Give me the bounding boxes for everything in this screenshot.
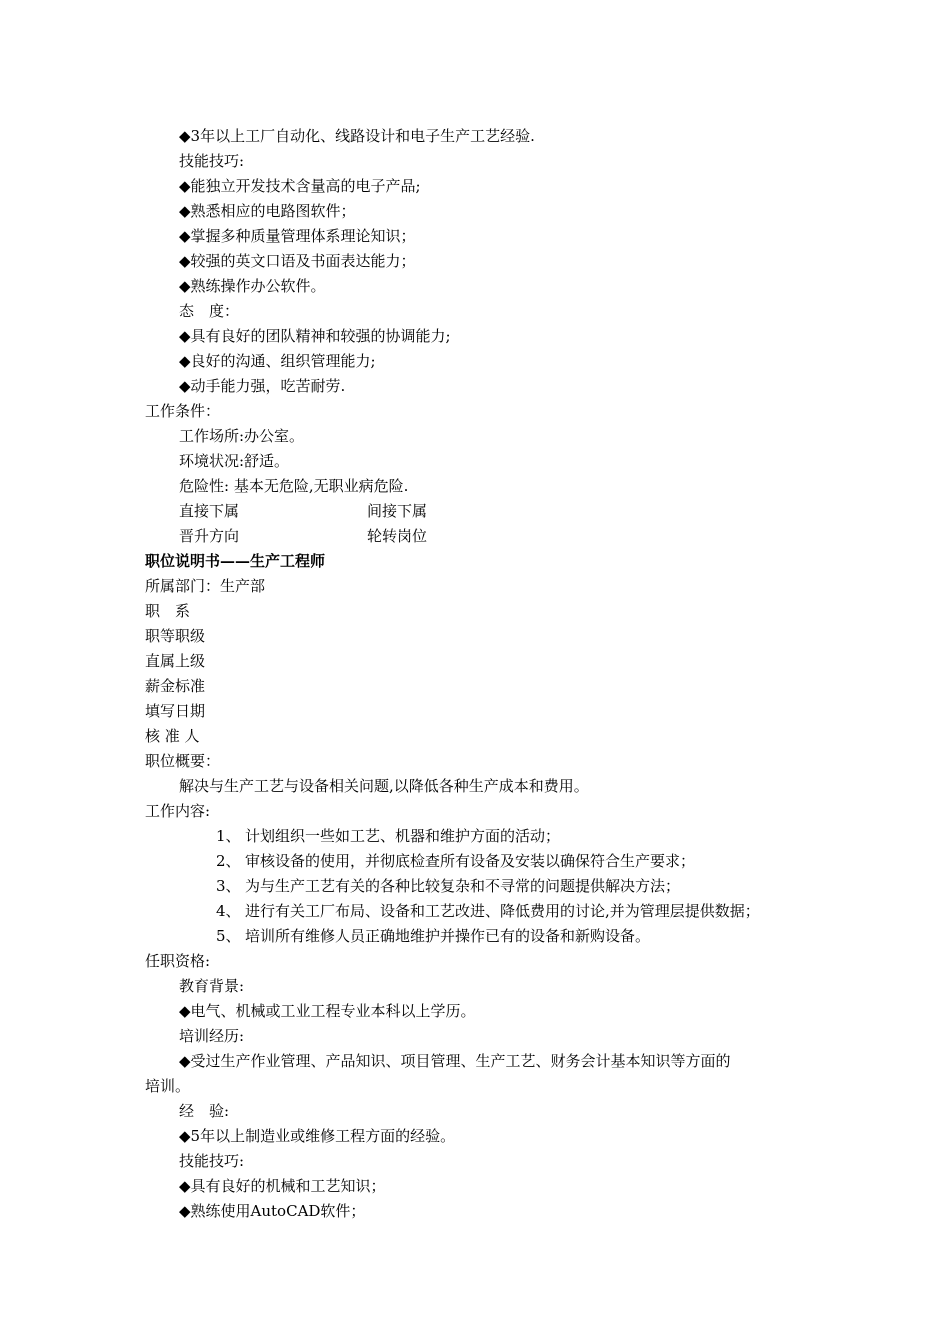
direct-supervisor-label: 直属上级 — [145, 652, 206, 670]
job-summary-text: 解决与生产工艺与设备相关问题,以降低各种生产成本和费用。 — [179, 777, 589, 795]
skill-item-office-software: ◆熟练操作办公软件。 — [179, 277, 326, 295]
attitude-item-communication: ◆良好的沟通、组织管理能力; — [179, 352, 376, 370]
experience-item-automation: ◆3年以上工厂自动化、线路设计和电子生产工艺经验. — [179, 127, 535, 145]
work-item-3-text: 为与生产工艺有关的各种比较复杂和不寻常的问题提供解决方法； — [245, 877, 681, 895]
skill-item-product-dev: ◆能独立开发技术含量高的电子产品; — [179, 177, 421, 195]
work-item-1 — [216, 826, 560, 846]
work-item-3 — [216, 876, 680, 896]
subordinates-row — [179, 501, 428, 521]
direct-subordinates-label: 直接下属 — [179, 502, 240, 520]
work-item-4 — [216, 901, 760, 921]
skills-heading: 技能技巧: — [179, 152, 245, 170]
training-item-continued: 培训。 — [145, 1077, 191, 1095]
work-item-4-number: 4、 — [216, 902, 241, 920]
promotion-label: 晋升方向 — [179, 527, 240, 545]
education-item: ◆电气、机械或工业工程专业本科以上学历。 — [179, 1002, 476, 1020]
skill-item-mechanical: ◆具有良好的机械和工艺知识； — [179, 1177, 386, 1195]
rotation-label: 轮转岗位 — [367, 527, 428, 545]
fill-date-label: 填写日期 — [145, 702, 206, 720]
work-item-4-text: 进行有关工厂布局、设备和工艺改进、降低费用的讨论,并为管理层提供数据； — [245, 902, 760, 920]
approver-label: 核 准 人 — [145, 727, 200, 745]
work-item-2-number: 2、 — [216, 852, 241, 870]
skills-heading-2: 技能技巧: — [179, 1152, 245, 1170]
job-summary-heading: 职位概要： — [145, 752, 221, 770]
work-item-1-number: 1、 — [216, 827, 241, 845]
work-conditions-heading: 工作条件： — [145, 402, 221, 420]
environment-text: 环境状况:舒适。 — [179, 452, 290, 470]
department-text: 所属部门：生产部 — [145, 577, 266, 595]
work-item-1-text: 计划组织一些如工艺、机器和维护方面的活动； — [245, 827, 561, 845]
indirect-subordinates-label: 间接下属 — [367, 502, 428, 520]
skill-item-quality-systems: ◆掌握多种质量管理体系理论知识； — [179, 227, 416, 245]
attitude-item-teamwork: ◆具有良好的团队精神和较强的协调能力; — [179, 327, 451, 345]
workplace-text: 工作场所:办公室。 — [179, 427, 305, 445]
skill-item-autocad: ◆熟练使用AutoCAD软件； — [179, 1202, 366, 1220]
work-item-3-number: 3、 — [216, 877, 241, 895]
work-item-2-text: 审核设备的使用，并彻底检查所有设备及安装以确保符合生产要求； — [245, 852, 696, 870]
work-item-5-number: 5、 — [216, 927, 241, 945]
section-title: 职位说明书——生产工程师 — [145, 552, 326, 570]
work-item-5 — [216, 926, 650, 946]
work-item-5-text: 培训所有维修人员正确地维护并操作已有的设备和新购设备。 — [245, 927, 651, 945]
work-content-heading: 工作内容: — [145, 802, 211, 820]
qualifications-heading: 任职资格: — [145, 952, 211, 970]
skill-item-circuit-software: ◆熟悉相应的电路图软件； — [179, 202, 356, 220]
work-item-2 — [216, 851, 695, 871]
career-row — [179, 526, 428, 546]
experience-heading: 经 验: — [179, 1102, 230, 1120]
skill-item-english: ◆较强的英文口语及书面表达能力； — [179, 252, 416, 270]
training-heading: 培训经历: — [179, 1027, 245, 1045]
job-family-label: 职 系 — [145, 602, 191, 620]
education-heading: 教育背景: — [179, 977, 245, 995]
training-item: ◆受过生产作业管理、产品知识、项目管理、生产工艺、财务会计基本知识等方面的 — [179, 1052, 731, 1070]
experience-item: ◆5年以上制造业或维修工程方面的经验。 — [179, 1127, 456, 1145]
attitude-heading: 态 度： — [179, 302, 240, 320]
job-grade-label: 职等职级 — [145, 627, 206, 645]
hazard-text: 危险性: 基本无危险,无职业病危险. — [179, 477, 409, 495]
salary-standard-label: 薪金标准 — [145, 677, 206, 695]
attitude-item-hardworking: ◆动手能力强，吃苦耐劳. — [179, 377, 346, 395]
